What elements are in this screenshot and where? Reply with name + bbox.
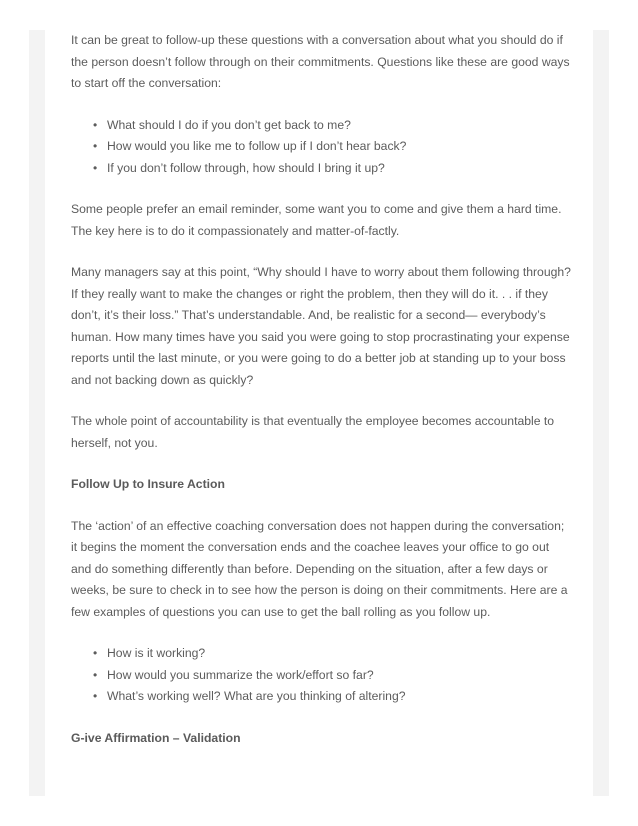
section-heading-affirmation: G-ive Affirmation – Validation [71,730,241,745]
article-body [71,30,571,769]
list-item-text: If you don’t follow through, how should I bring it up? [107,160,385,175]
list-item-text: How would you like me to follow up if I don’t hear back? [107,139,407,153]
list-item-text: What should I do if you don’t get back to me? [107,117,351,132]
list-item [93,136,571,158]
bullet-icon: • [93,646,98,660]
bullet-icon: • [93,160,98,175]
bullet-icon: • [93,667,98,682]
list-item [93,115,571,137]
list-item [93,158,571,180]
bullet-icon: • [93,689,98,703]
paragraph-reminder-preferences: Some people prefer an email reminder, some want you to come and give them a hard time. The key here is to do it compassionately and matter-of-factly. [71,202,562,238]
list-item [93,665,571,687]
paragraph-follow-up-intro: It can be great to follow-up these questions with a conversation about what you should do if the person doesn’t follow through on their commitments. Questions like these are good ways to start off the conversation: [71,33,570,90]
bullet-icon: • [93,117,98,132]
bullet-icon: • [93,139,98,153]
list-item [93,643,571,665]
paragraph-accountability: The whole point of accountability is that eventually the employee becomes accountable to herself, not you. [71,414,555,450]
list-item-text: How is it working? [107,646,206,660]
list-item-text: What’s working well? What are you thinking of altering? [107,689,406,703]
paragraph-managers-objection: Many managers say at this point, “Why should I have to worry about them following through? If they really want to make the changes or right the problem, then they will do it. . . if they don’t, it’s their loss.” That’s understandable. And, be realistic for a second— everybody’s human. How many times have you said you were going to stop procrastinating your expense reports until the last minute, or you were going to do a better job at standing up to your boss and not backing down as quickly? [71,265,571,387]
question-list-follow-through [71,115,571,180]
question-list-follow-up [71,643,571,708]
paragraph-coaching-action: The ‘action’ of an effective coaching conversation does not happen during the conversation; it begins the moment the conversation ends and the coachee leaves your office to go out and do something differently than before. Depending on the situation, after a few days or weeks, be sure to check in to see how the person is doing on their commitments. Here are a few examples of questions you can use to get the ball rolling as you follow up. [71,518,568,619]
list-item [93,686,571,708]
list-item-text: How would you summarize the work/effort so far? [107,667,374,682]
section-heading-follow-up: Follow Up to Insure Action [71,477,225,491]
